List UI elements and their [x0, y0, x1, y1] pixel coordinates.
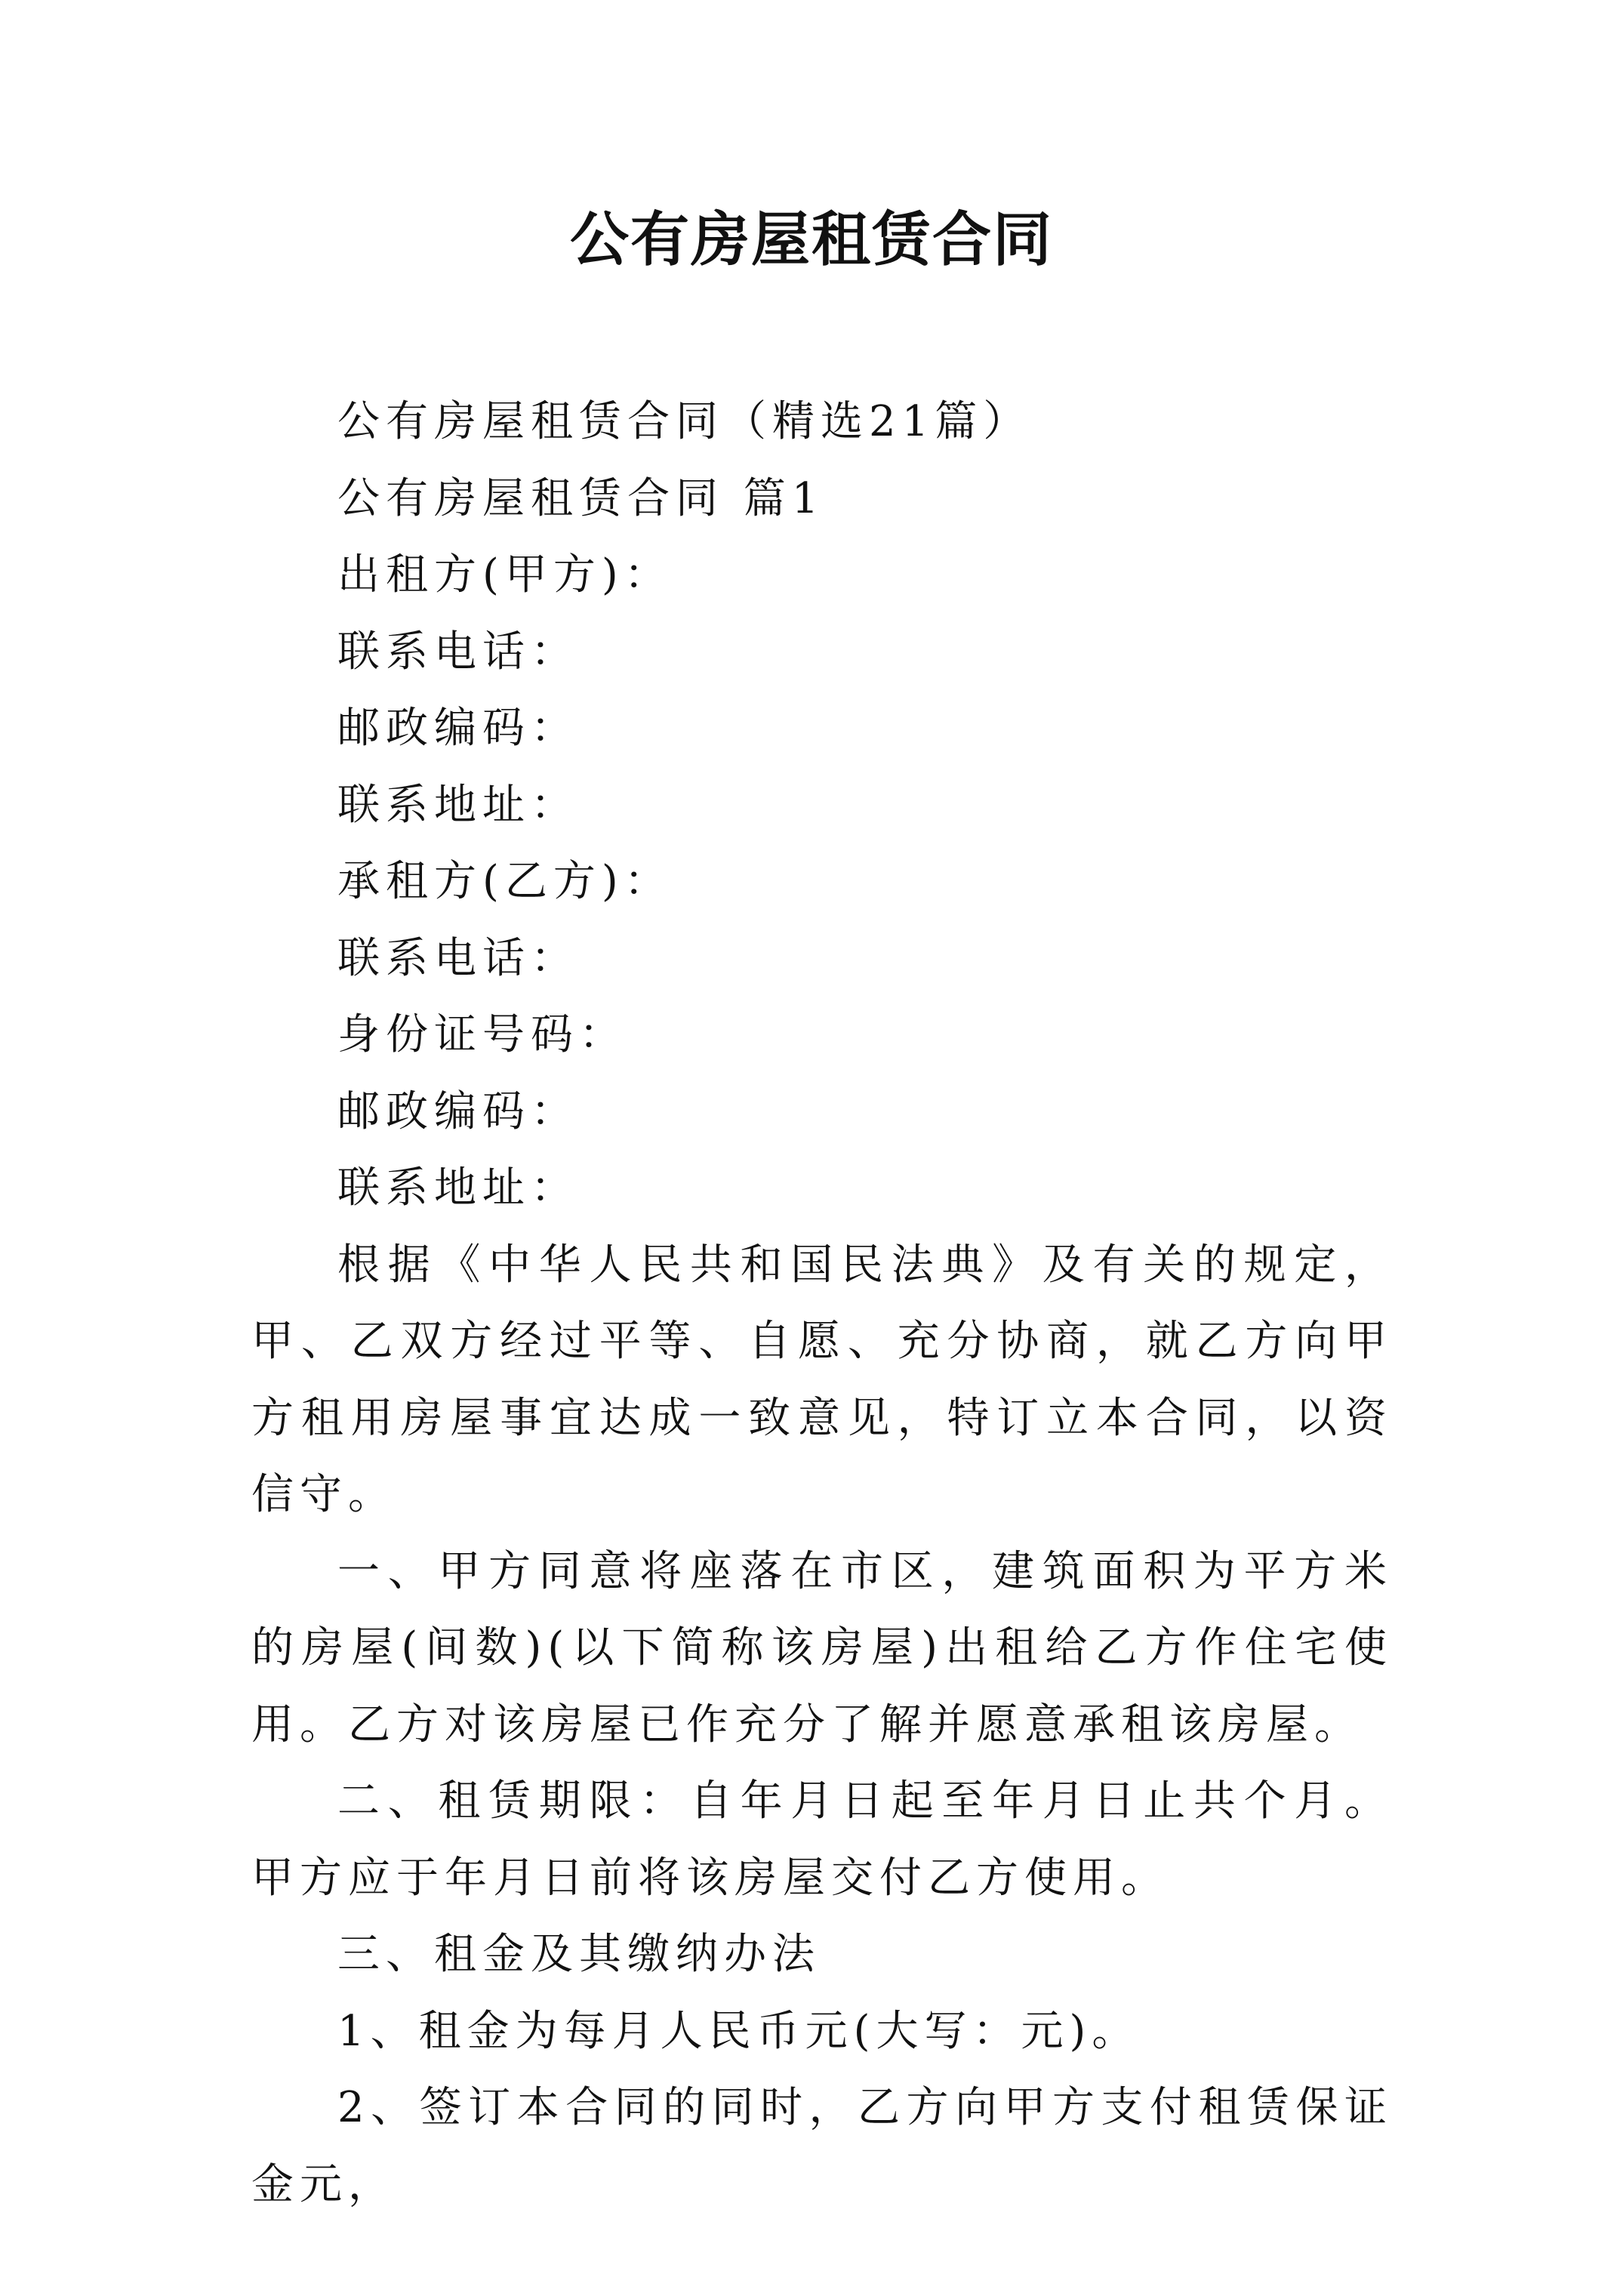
lessee-address-label: 联系地址：	[337, 1163, 579, 1213]
clause-1-paragraph: 一、甲方同意将座落在市区，建筑面积为平方米的房屋(间数)(以下简称该房屋)出租给乙方作住宅使用。乙方对该房屋已作充分了解并愿意承租该房屋。	[251, 1546, 1393, 1749]
section-heading: 公有房屋租赁合同 篇1	[337, 473, 825, 523]
lessee-phone-label: 联系电话：	[337, 933, 579, 983]
lessee-label: 承租方(乙方)：	[337, 857, 673, 906]
clause-3-item-1: 1、租金为每月人民币元(大写：元)。	[337, 2006, 1141, 2056]
clause-3-heading: 三、租金及其缴纳办法	[337, 1930, 821, 1979]
document-body	[251, 384, 1393, 2223]
lessor-address-label: 联系地址：	[337, 780, 579, 830]
lessee-postcode-label: 邮政编码：	[337, 1086, 579, 1136]
subtitle-line: 公有房屋租赁合同（精选21篇）	[337, 397, 1032, 446]
clause-3-item-2: 2、签订本合同的同时，乙方向甲方支付租赁保证金元，	[251, 2083, 1393, 2209]
lessor-phone-label: 联系电话：	[337, 627, 579, 676]
lessee-id-label: 身份证号码：	[337, 1010, 627, 1059]
lessor-postcode-label: 邮政编码：	[337, 704, 579, 753]
intro-paragraph: 根据《中华人民共和国民法典》及有关的规定，甲、乙双方经过平等、自愿、充分协商，就乙方向甲方租用房屋事宜达成一致意见，特订立本合同，以资信守。	[251, 1240, 1393, 1519]
clause-2-paragraph: 二、租赁期限：自年月日起至年月日止共个月。甲方应于年月日前将该房屋交付乙方使用。	[251, 1777, 1393, 1903]
document-title: 公有房屋租赁合同	[569, 205, 1053, 274]
lessor-label: 出租方(甲方)：	[337, 550, 673, 599]
